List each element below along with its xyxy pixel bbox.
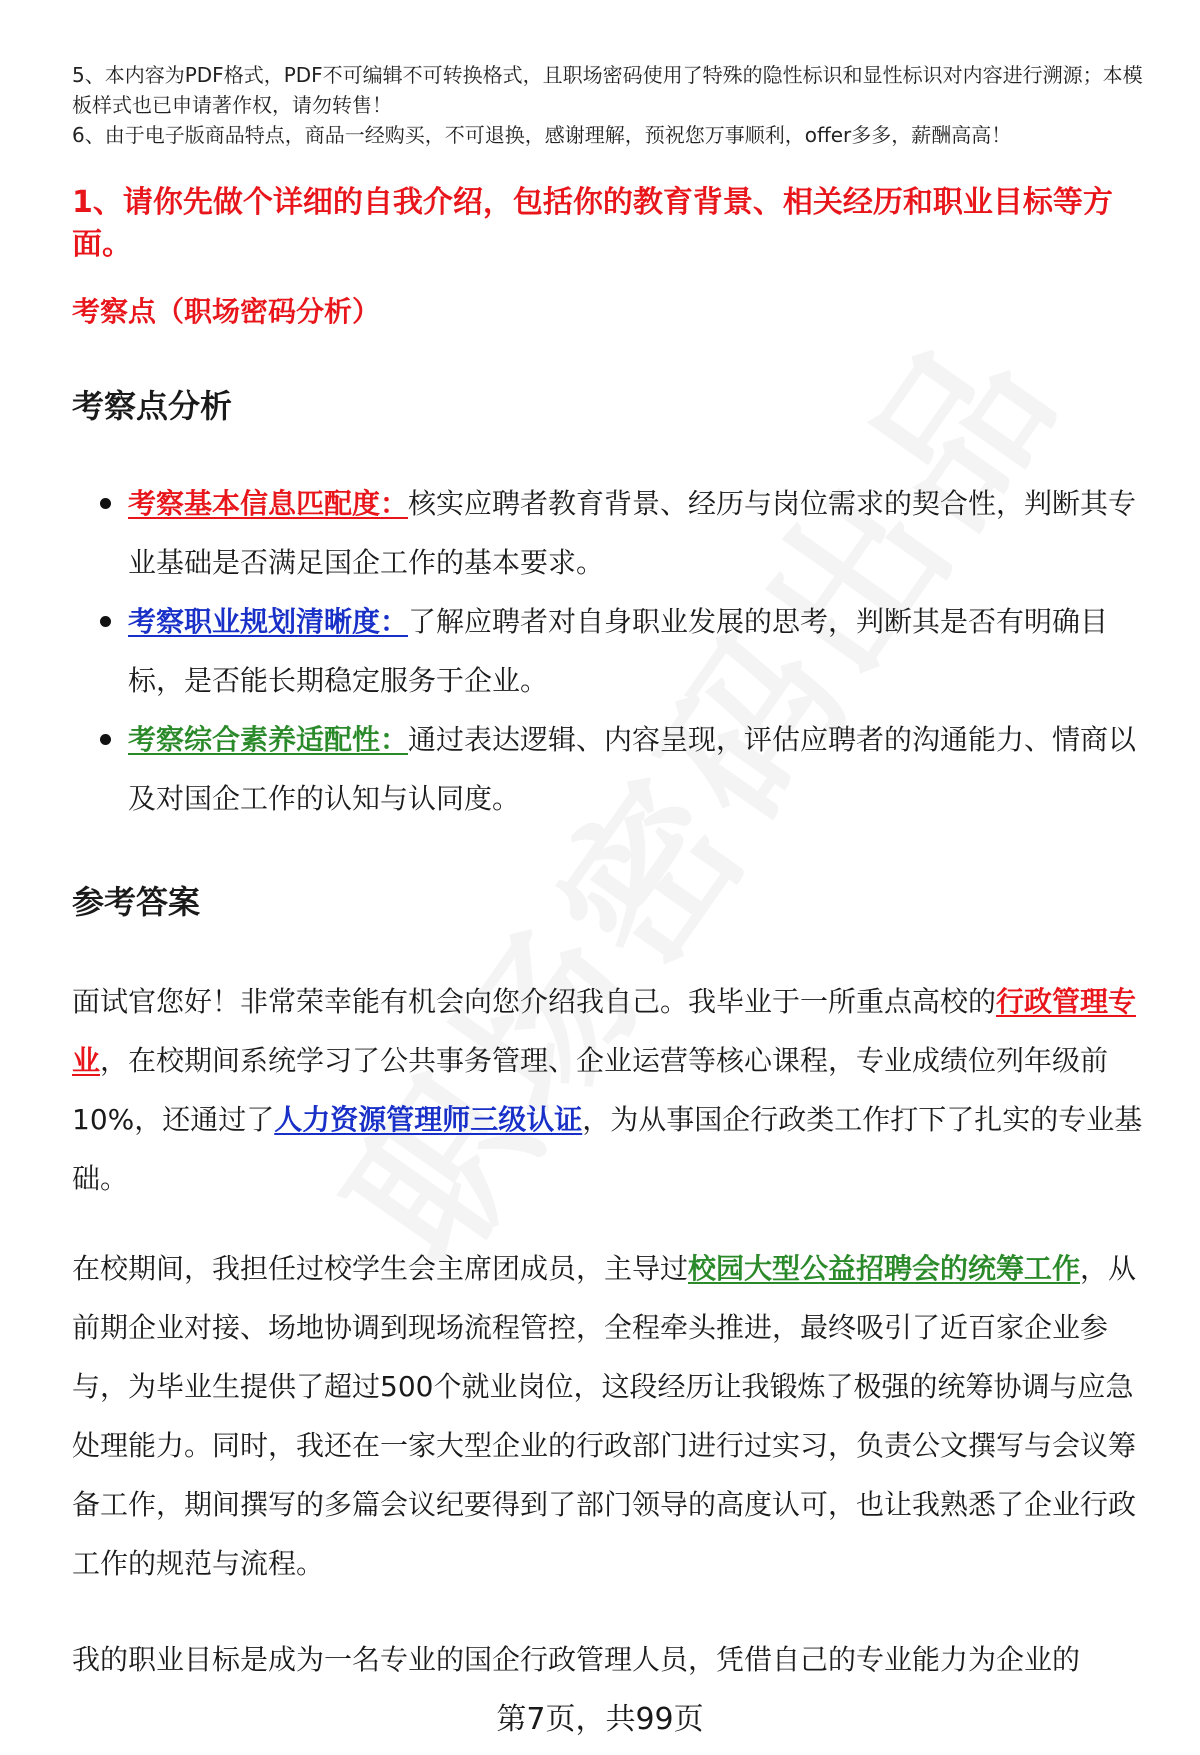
answer-text: ，从前期企业对接、场地协调到现场流程管控，全程牵头推进，最终吸引了近百家企业参与，为毕业生提供了超过500个就业岗位，这段经历让我锻炼了极强的统筹协调与应急处理能力。同时，我还在一家大型企业的行政部门进行过实习，负责公文撰写与会议筹备工作，期间撰写的多篇会议纪要得到了部门领导的高度认可，也让我熟悉了企业行政工作的规范与流程。 — [72, 1252, 1137, 1580]
analysis-item — [72, 474, 1152, 592]
note-6: 6、由于电子版商品特点，商品一经购买，不可退换，感谢理解，预祝您万事顺利，offer多多，薪酬高高！ — [72, 123, 1012, 147]
answer-paragraph-1 — [72, 972, 1152, 1208]
analysis-item — [72, 710, 1152, 828]
analysis-item-text: 了解应聘者对自身职业发展的思考，判断其是否有明确目标，是否能长期稳定服务于企业。 — [128, 605, 1109, 697]
analysis-item-label: 考察综合素养适配性： — [128, 723, 409, 756]
highlight-major: 行政管理专业 — [72, 985, 1137, 1077]
question-title: 1、请你先做个详细的自我介绍，包括你的教育背景、相关经历和职业目标等方面。 — [72, 185, 1113, 262]
analysis-item-label: 考察职业规划清晰度： — [128, 605, 409, 638]
purchase-notes — [72, 60, 1152, 150]
analysis-heading: 考察点分析 — [72, 387, 233, 425]
analysis-item-label: 考察基本信息匹配度： — [128, 487, 409, 520]
answer-paragraph-3: 我的职业目标是成为一名专业的国企行政管理人员，凭借自己的专业能力为企业的 — [72, 1643, 1081, 1676]
examination-point-label: 考察点（职场密码分析） — [72, 295, 381, 328]
answer-text: ，在校期间系统学习了公共事务管理、企业运营等核心课程，专业成绩位列年级前10%，还通过了 — [72, 1044, 1109, 1136]
bullet-dot-icon — [100, 616, 111, 627]
bullet-dot-icon — [100, 498, 111, 509]
highlight-experience: 校园大型公益招聘会的统筹工作 — [688, 1252, 1081, 1285]
analysis-item-text: 通过表达逻辑、内容呈现，评估应聘者的沟通能力、情商以及对国企工作的认知与认同度。 — [128, 723, 1137, 815]
answer-paragraph-2 — [72, 1239, 1152, 1593]
note-5: 5、本内容为PDF格式，PDF不可编辑不可转换格式，且职场密码使用了特殊的隐性标识和显性标识对内容进行溯源；本模板样式也已申请著作权，请勿转售！ — [72, 63, 1143, 117]
page-number: 第7页，共99页 — [496, 1702, 704, 1737]
analysis-list — [72, 474, 1152, 828]
analysis-item — [72, 592, 1152, 710]
answer-text: ，为从事国企行政类工作打下了扎实的专业基础。 — [72, 1103, 1143, 1195]
bullet-dot-icon — [100, 734, 111, 745]
highlight-certification: 人力资源管理师三级认证 — [274, 1103, 583, 1136]
answer-heading: 参考答案 — [72, 883, 201, 921]
answer-text: 面试官您好！非常荣幸能有机会向您介绍我自己。我毕业于一所重点高校的 — [72, 985, 997, 1018]
answer-text: 在校期间，我担任过校学生会主席团成员，主导过 — [72, 1252, 689, 1285]
analysis-item-text: 核实应聘者教育背景、经历与岗位需求的契合性，判断其专业基础是否满足国企工作的基本要求。 — [128, 487, 1137, 579]
